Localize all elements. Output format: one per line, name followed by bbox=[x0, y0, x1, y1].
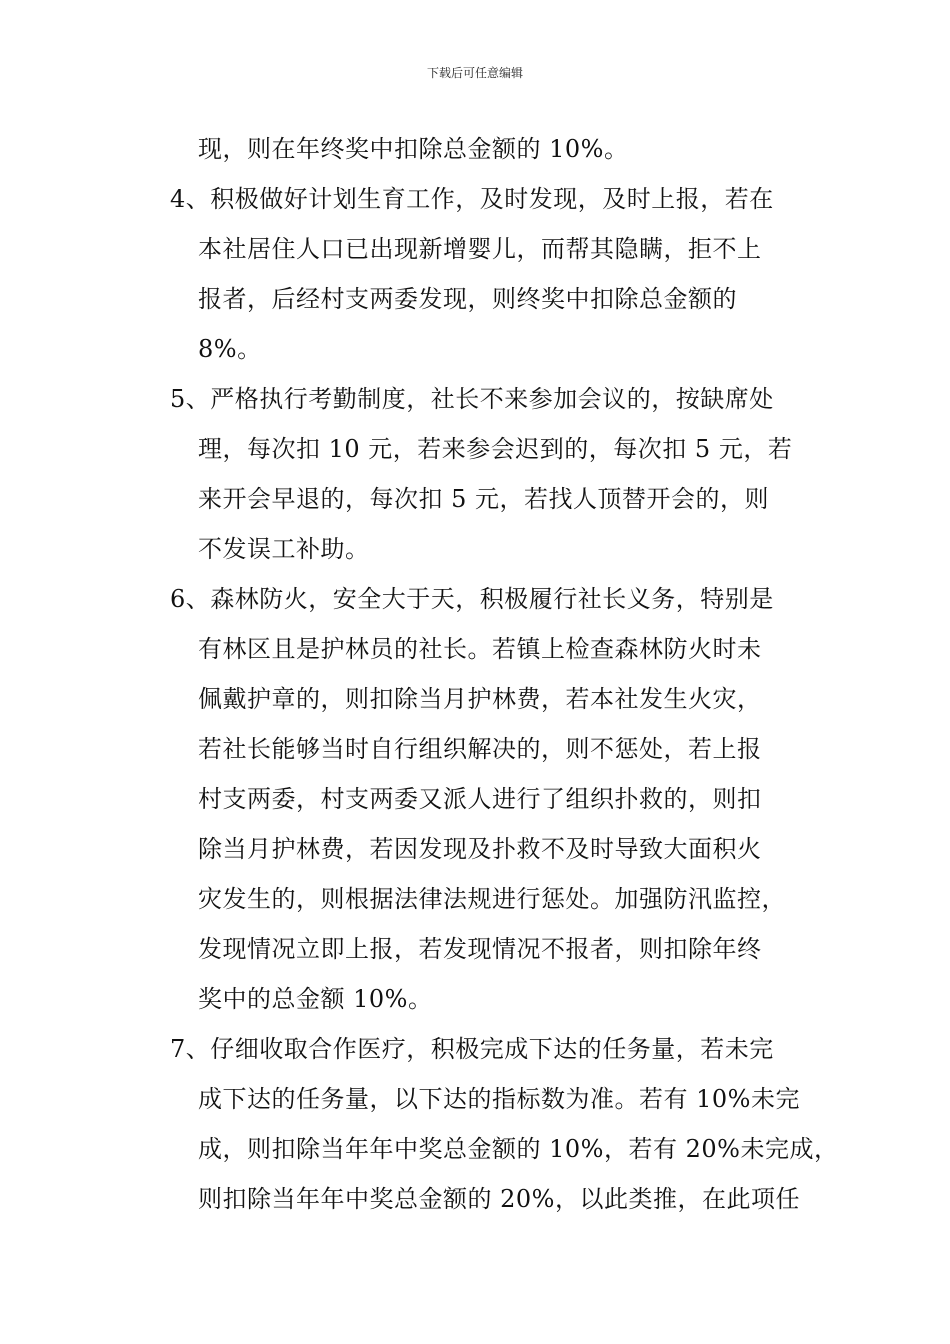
text-line: 成下达的任务量，以下达的指标数为准。若有 10%未完 bbox=[198, 1085, 800, 1113]
text-line: 有林区且是护林员的社长。若镇上检查森林防火时未 bbox=[198, 635, 762, 663]
list-item-5: 5、严格执行考勤制度，社长不来参加会议的，按缺席处 bbox=[170, 385, 774, 413]
text-line: 成，则扣除当年年中奖总金额的 10%，若有 20%未完成， bbox=[198, 1135, 839, 1163]
text-line: 现，则在年终奖中扣除总金额的 10%。 bbox=[198, 135, 629, 163]
text-line: 理，每次扣 10 元，若来参会迟到的，每次扣 5 元，若 bbox=[198, 435, 793, 463]
list-item-4: 4、积极做好计划生育工作，及时发现，及时上报，若在 bbox=[170, 185, 774, 213]
text-line: 佩戴护章的，则扣除当月护林费，若本社发生火灾， bbox=[198, 685, 762, 713]
text-line: 灾发生的，则根据法律法规进行惩处。加强防汛监控， bbox=[198, 885, 786, 913]
text-line: 除当月护林费，若因发现及扑救不及时导致大面积火 bbox=[198, 835, 762, 863]
text-line: 8%。 bbox=[198, 335, 262, 363]
text-line: 不发误工补助。 bbox=[198, 535, 370, 563]
text-line: 则扣除当年年中奖总金额的 20%，以此类推，在此项任 bbox=[198, 1185, 800, 1213]
text-line: 发现情况立即上报，若发现情况不报者，则扣除年终 bbox=[198, 935, 762, 963]
list-item-6: 6、森林防火，安全大于天，积极履行社长义务，特别是 bbox=[170, 585, 774, 613]
list-item-7: 7、仔细收取合作医疗，积极完成下达的任务量，若未完 bbox=[170, 1035, 774, 1063]
text-line: 本社居住人口已出现新增婴儿，而帮其隐瞒，拒不上 bbox=[198, 235, 762, 263]
text-line: 若社长能够当时自行组织解决的，则不惩处，若上报 bbox=[198, 735, 762, 763]
text-line: 村支两委，村支两委又派人进行了组织扑救的，则扣 bbox=[198, 785, 762, 813]
page-header: 下载后可任意编辑 bbox=[426, 66, 523, 80]
text-line: 奖中的总金额 10%。 bbox=[198, 985, 433, 1013]
text-line: 报者，后经村支两委发现，则终奖中扣除总金额的 bbox=[198, 285, 737, 313]
text-line: 来开会早退的，每次扣 5 元，若找人顶替开会的，则 bbox=[198, 485, 770, 513]
